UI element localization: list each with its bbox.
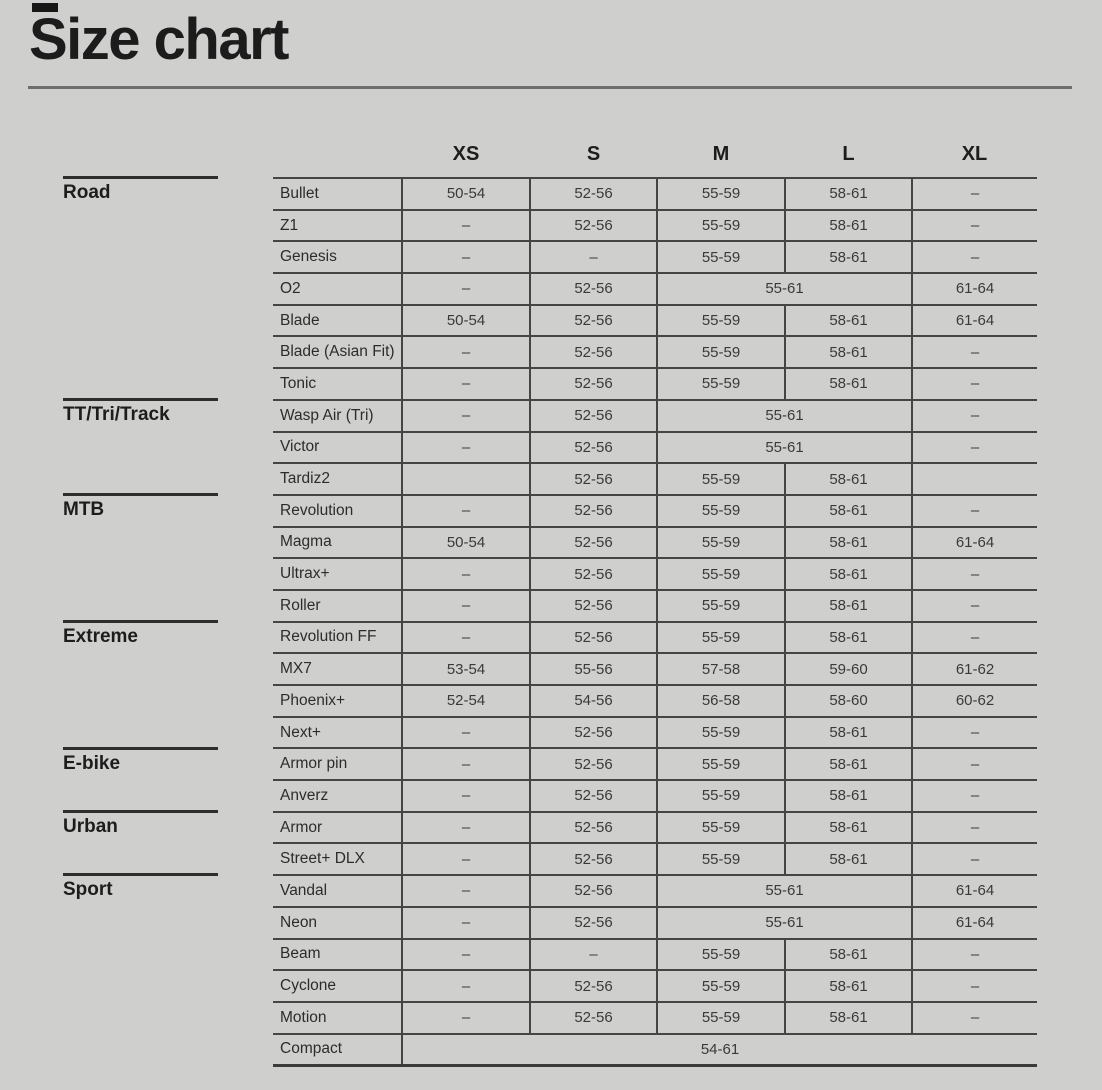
size-cell: 55-59 xyxy=(657,812,785,844)
size-cell: – xyxy=(912,748,1037,780)
size-cell: 55-59 xyxy=(657,843,785,875)
size-cell: – xyxy=(912,400,1037,432)
size-cell: 50-54 xyxy=(402,527,530,559)
table-row xyxy=(273,1034,1037,1066)
model-name: Tonic xyxy=(273,368,402,400)
table-row xyxy=(273,812,1037,844)
size-cell: 58-61 xyxy=(785,717,912,749)
size-cell: – xyxy=(912,780,1037,812)
size-cell: 58-61 xyxy=(785,336,912,368)
table-row xyxy=(273,875,1037,907)
model-name: Blade xyxy=(273,305,402,337)
size-cell: 61-64 xyxy=(912,907,1037,939)
model-name: Blade (Asian Fit) xyxy=(273,336,402,368)
size-cell: 52-56 xyxy=(530,178,657,210)
category-label-mtb: MTB xyxy=(63,493,218,521)
size-cell: – xyxy=(402,748,530,780)
size-cell: 52-54 xyxy=(402,685,530,717)
size-cell: 55-59 xyxy=(657,590,785,622)
model-name: Tardiz2 xyxy=(273,463,402,495)
size-cell: 52-56 xyxy=(530,336,657,368)
table-row xyxy=(273,210,1037,242)
size-cell: – xyxy=(912,717,1037,749)
size-cell: 54-56 xyxy=(530,685,657,717)
size-header-row xyxy=(273,131,1037,178)
size-cell: 55-59 xyxy=(657,305,785,337)
size-cell: 52-56 xyxy=(530,527,657,559)
size-cell: – xyxy=(912,1002,1037,1034)
size-cell: 58-61 xyxy=(785,305,912,337)
model-name: Phoenix+ xyxy=(273,685,402,717)
model-name: MX7 xyxy=(273,653,402,685)
size-cell: 58-61 xyxy=(785,241,912,273)
size-cell: – xyxy=(402,939,530,971)
size-cell: 61-64 xyxy=(912,305,1037,337)
size-cell: 58-61 xyxy=(785,843,912,875)
size-cell: 52-56 xyxy=(530,368,657,400)
model-name: Victor xyxy=(273,432,402,464)
table-row xyxy=(273,780,1037,812)
size-cell: 52-56 xyxy=(530,748,657,780)
size-cell: 58-61 xyxy=(785,368,912,400)
category-label-urban: Urban xyxy=(63,810,218,838)
size-cell: – xyxy=(402,717,530,749)
model-name: Magma xyxy=(273,527,402,559)
size-cell: 55-59 xyxy=(657,495,785,527)
size-cell: – xyxy=(402,432,530,464)
size-cell: 55-61 xyxy=(657,907,912,939)
size-cell: 52-56 xyxy=(530,907,657,939)
size-cell: 52-56 xyxy=(530,305,657,337)
size-cell: 52-56 xyxy=(530,463,657,495)
size-cell: 52-56 xyxy=(530,970,657,1002)
size-cell: 55-59 xyxy=(657,748,785,780)
category-label-extreme: Extreme xyxy=(63,620,218,648)
size-cell: 57-58 xyxy=(657,653,785,685)
size-header-l: L xyxy=(842,142,855,165)
size-cell: 52-56 xyxy=(530,273,657,305)
size-cell: 55-59 xyxy=(657,368,785,400)
size-cell: 55-61 xyxy=(657,875,912,907)
model-name: Armor xyxy=(273,812,402,844)
size-cell xyxy=(402,463,530,495)
category-label-tt-tri-track: TT/Tri/Track xyxy=(63,398,218,426)
size-cell: – xyxy=(530,241,657,273)
size-cell: – xyxy=(912,558,1037,590)
table-row xyxy=(273,241,1037,273)
size-cell: 58-61 xyxy=(785,780,912,812)
size-cell: 58-61 xyxy=(785,558,912,590)
size-cell: – xyxy=(530,939,657,971)
model-name: Neon xyxy=(273,907,402,939)
table-row xyxy=(273,336,1037,368)
model-name: Roller xyxy=(273,590,402,622)
size-cell: 61-64 xyxy=(912,273,1037,305)
table-row xyxy=(273,558,1037,590)
size-cell: – xyxy=(912,210,1037,242)
model-name: O2 xyxy=(273,273,402,305)
size-cell: 58-61 xyxy=(785,970,912,1002)
table-row xyxy=(273,843,1037,875)
size-cell: 52-56 xyxy=(530,210,657,242)
model-name: Z1 xyxy=(273,210,402,242)
size-cell: 52-56 xyxy=(530,590,657,622)
model-name: Motion xyxy=(273,1002,402,1034)
size-cell xyxy=(912,463,1037,495)
size-cell: 58-61 xyxy=(785,210,912,242)
size-cell: 58-61 xyxy=(785,590,912,622)
model-name: Revolution xyxy=(273,495,402,527)
model-name: Armor pin xyxy=(273,748,402,780)
table-row xyxy=(273,907,1037,939)
size-cell: 55-59 xyxy=(657,780,785,812)
table-row xyxy=(273,717,1037,749)
size-cell: – xyxy=(912,336,1037,368)
size-header-s: S xyxy=(586,142,601,165)
size-header-row xyxy=(273,131,1037,178)
model-name: Genesis xyxy=(273,241,402,273)
size-cell: 61-64 xyxy=(912,875,1037,907)
size-cell: – xyxy=(402,400,530,432)
size-cell: – xyxy=(402,210,530,242)
size-cell: 52-56 xyxy=(530,717,657,749)
table-row xyxy=(273,305,1037,337)
size-cell: 52-56 xyxy=(530,558,657,590)
size-cell: 52-56 xyxy=(530,400,657,432)
table-row xyxy=(273,463,1037,495)
size-cell: – xyxy=(402,1002,530,1034)
table-row xyxy=(273,939,1037,971)
size-cell: 55-59 xyxy=(657,939,785,971)
table-row xyxy=(273,653,1037,685)
size-cell: – xyxy=(912,843,1037,875)
size-cell: – xyxy=(402,812,530,844)
table-row xyxy=(273,527,1037,559)
size-cell: 58-61 xyxy=(785,939,912,971)
size-header-xl: XL xyxy=(961,142,988,165)
size-cell: 55-59 xyxy=(657,241,785,273)
table-row xyxy=(273,368,1037,400)
size-cell: – xyxy=(402,495,530,527)
size-cell: – xyxy=(402,590,530,622)
size-cell: 58-61 xyxy=(785,812,912,844)
size-cell: 52-56 xyxy=(530,843,657,875)
size-cell: 55-56 xyxy=(530,653,657,685)
size-cell: 58-61 xyxy=(785,1002,912,1034)
size-cell: 55-61 xyxy=(657,273,912,305)
size-cell: 55-59 xyxy=(657,970,785,1002)
size-cell: – xyxy=(402,273,530,305)
size-cell: 55-59 xyxy=(657,178,785,210)
size-cell: – xyxy=(402,875,530,907)
size-cell: – xyxy=(402,907,530,939)
model-name: Next+ xyxy=(273,717,402,749)
size-cell: 58-61 xyxy=(785,178,912,210)
size-cell: 58-61 xyxy=(785,748,912,780)
size-cell: – xyxy=(402,336,530,368)
size-cell: 55-59 xyxy=(657,558,785,590)
size-cell: 52-56 xyxy=(530,432,657,464)
category-label-e-bike: E-bike xyxy=(63,747,218,775)
size-cell: – xyxy=(402,241,530,273)
table-row xyxy=(273,178,1037,210)
table-row xyxy=(273,748,1037,780)
size-cell: – xyxy=(912,939,1037,971)
size-cell: 55-59 xyxy=(657,622,785,654)
size-cell: 52-56 xyxy=(530,1002,657,1034)
category-label-sport: Sport xyxy=(63,873,218,901)
size-cell: 50-54 xyxy=(402,178,530,210)
size-cell: 54-61 xyxy=(402,1034,1037,1066)
size-cell: – xyxy=(912,178,1037,210)
size-cell: – xyxy=(912,590,1037,622)
size-cell: – xyxy=(912,432,1037,464)
size-table-body xyxy=(273,178,1037,1065)
size-cell: 55-61 xyxy=(657,432,912,464)
table-row xyxy=(273,495,1037,527)
model-name: Beam xyxy=(273,939,402,971)
size-chart-table xyxy=(273,131,1037,1067)
size-cell: – xyxy=(912,495,1037,527)
size-cell: 52-56 xyxy=(530,875,657,907)
model-name: Anverz xyxy=(273,780,402,812)
size-cell: 52-56 xyxy=(530,780,657,812)
table-row xyxy=(273,432,1037,464)
table-row xyxy=(273,685,1037,717)
size-cell: – xyxy=(402,843,530,875)
size-cell: 58-60 xyxy=(785,685,912,717)
model-name: Vandal xyxy=(273,875,402,907)
size-cell: 55-59 xyxy=(657,210,785,242)
table-row xyxy=(273,400,1037,432)
size-cell: 53-54 xyxy=(402,653,530,685)
size-cell: 52-56 xyxy=(530,495,657,527)
header-spacer-cell xyxy=(273,131,402,178)
size-cell: 55-59 xyxy=(657,336,785,368)
size-cell: – xyxy=(402,368,530,400)
size-cell: 52-56 xyxy=(530,812,657,844)
category-label-road: Road xyxy=(63,176,218,204)
model-name: Cyclone xyxy=(273,970,402,1002)
table-row xyxy=(273,590,1037,622)
table-row xyxy=(273,970,1037,1002)
size-cell: 55-59 xyxy=(657,1002,785,1034)
size-cell: – xyxy=(402,970,530,1002)
size-cell: – xyxy=(402,780,530,812)
table-row xyxy=(273,622,1037,654)
model-name: Compact xyxy=(273,1034,402,1066)
size-cell: 61-64 xyxy=(912,527,1037,559)
size-cell: 55-61 xyxy=(657,400,912,432)
size-cell: 56-58 xyxy=(657,685,785,717)
size-header-xs: XS xyxy=(452,142,480,165)
model-name: Bullet xyxy=(273,178,402,210)
size-cell: 55-59 xyxy=(657,527,785,559)
size-cell: 60-62 xyxy=(912,685,1037,717)
table-row xyxy=(273,273,1037,305)
model-name: Revolution FF xyxy=(273,622,402,654)
size-cell: – xyxy=(402,558,530,590)
size-cell: 55-59 xyxy=(657,717,785,749)
size-cell: – xyxy=(912,622,1037,654)
page-title: Size chart xyxy=(29,7,288,72)
size-cell: 50-54 xyxy=(402,305,530,337)
title-divider xyxy=(28,86,1072,89)
size-cell: 59-60 xyxy=(785,653,912,685)
table-row xyxy=(273,1002,1037,1034)
size-cell: – xyxy=(912,812,1037,844)
size-header-m: M xyxy=(712,142,730,165)
size-cell: 58-61 xyxy=(785,495,912,527)
size-cell: 52-56 xyxy=(530,622,657,654)
size-cell: – xyxy=(912,368,1037,400)
size-cell: – xyxy=(402,622,530,654)
size-cell: 58-61 xyxy=(785,463,912,495)
size-cell: – xyxy=(912,970,1037,1002)
size-cell: 58-61 xyxy=(785,622,912,654)
size-cell: 61-62 xyxy=(912,653,1037,685)
size-cell: – xyxy=(912,241,1037,273)
size-cell: 58-61 xyxy=(785,527,912,559)
model-name: Ultrax+ xyxy=(273,558,402,590)
model-name: Street+ DLX xyxy=(273,843,402,875)
model-name: Wasp Air (Tri) xyxy=(273,400,402,432)
size-cell: 55-59 xyxy=(657,463,785,495)
